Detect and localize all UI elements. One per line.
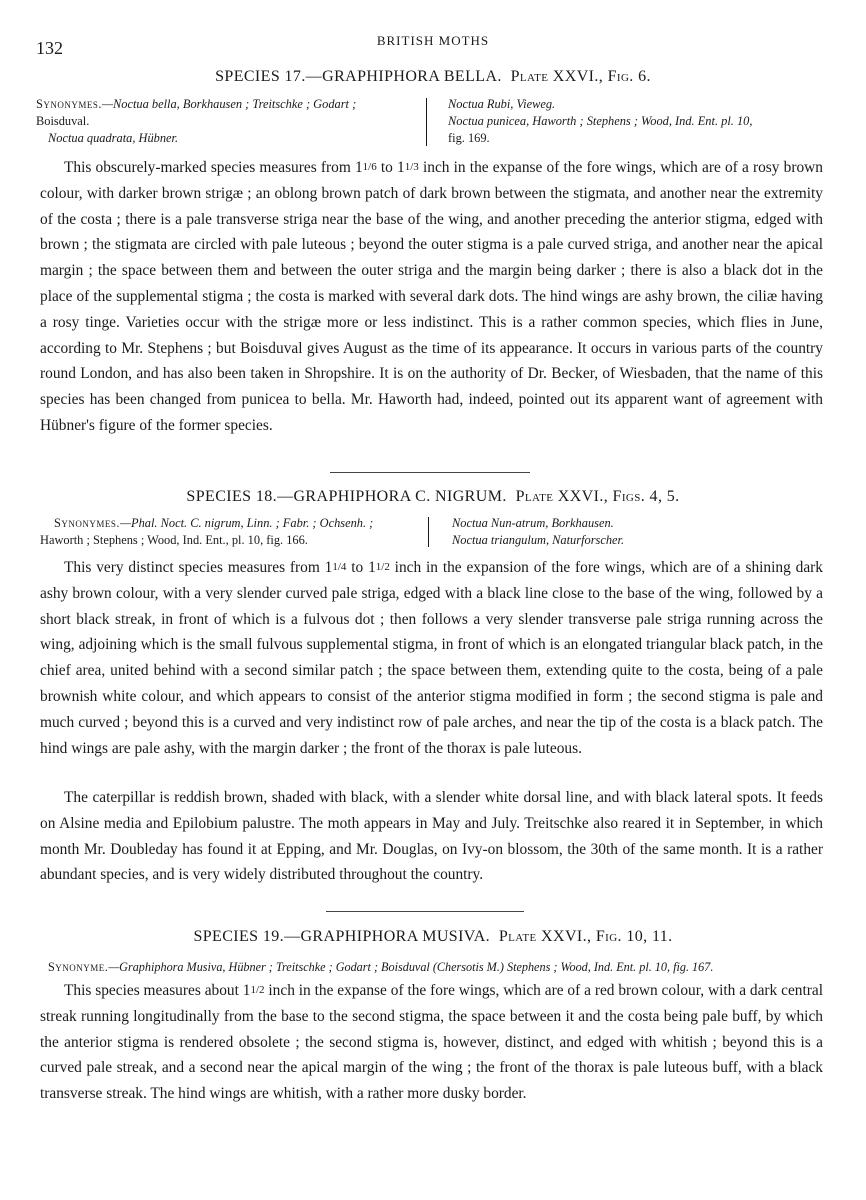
fraction: 1/6 [362, 161, 377, 173]
synonymes-label: Synonymes. [54, 516, 120, 530]
synonym-column-divider [428, 517, 429, 547]
species-18-description: This very distinct species measures from 11/4 to 11/2 inch in the expansion of the fore wings, which are of a shining dark ashy brown colour, with a very slender curved pale striga, edged with a black line close to the base of the wing, followed by a short black streak, in front of which is a fulvous dot ; then follows a very slender transverse pale striga running across the wing, adjoining which is the small fulvous supplemental stigma, in front of which is an elongated triangular black patch, in the chief area, united behind with a second similar patch ; the space between them, extending quite to the costa, being of a pale brownish white colour, and which appears to consist of the anterior stigma modified in form ; the second stigma is pale and much curved ; beyond this is a curved and very indistinct row of pale arches, and near the tip of the costa is a black patch. The hind wings are pale ashy, with the margin darker ; the front of the thorax is pale luteous. [40, 559, 823, 757]
species-17-plate-ref: Plate XXVI., Fig. 6. [510, 68, 651, 85]
synonym-entry: Noctua Rubi, Vieweg. [448, 97, 556, 111]
fraction: 1/4 [332, 561, 347, 573]
species-19-synonyms [48, 960, 713, 975]
species-17-title: SPECIES 17.—GRAPHIPHORA BELLA. [215, 68, 502, 85]
species-17-synonyms-left [36, 96, 356, 147]
species-19-description: This species measures about 11/2 inch in the expanse of the fore wings, which are of a red brown colour, with a dark central streak running longitudinally from the base to the second stigma, the space between it and the costa being pale buff, by which the anterior stigma is rendered obsolete ; the second stigma is, however, distinct, and edged with whitish ; beyond this is a curved pale streak, and a second near the apical margin of the wing ; the front of the thorax is pale luteous buff, with a black transverse streak. The hind wings are whitish, with a rather more dusky border. [40, 982, 823, 1103]
synonym-entry: —Phal. Noct. C. nigrum, Linn. ; Fabr. ; Ochsenh. ; [120, 516, 374, 530]
synonym-entry: Noctua triangulum, Naturforscher. [452, 533, 625, 547]
species-17-synonyms [36, 96, 836, 152]
synonym-entry: —Graphiphora Musiva, Hübner ; Treitschke ; Godart ; Boisduval (Chersotis M.) Stephens ; Wood, Ind. Ent. pl. 10, fig. 167. [108, 960, 714, 974]
synonym-entry: —Noctua bella, Borkhausen ; Treitschke ; Godart ; [102, 97, 357, 111]
species-17-description: This obscurely-marked species measures from 11/6 to 11/3 inch in the expanse of the fore wings, which are of a rosy brown colour, with darker brown strigæ ; an oblong brown patch of dark brown between the stigmata, and another near the extremity of the costa ; there is a pale transverse striga near the base of the wing, and another preceding the anterior stigma, edged with brown ; the stigmata are circled with pale luteous ; beyond the outer stigma is a pale curved striga, and another near the apical margin ; the space between them and between the outer striga and the margin being darker ; there is also a black dot in the place of the supplemental stigma ; the costa is marked with several dark dots. The hind wings are ashy brown, the ciliæ having a rosy tinge. Varieties occur with the strigæ more or less indistinct. This is a rather common species, which flies in June, according to Mr. Stephens ; but Boisduval gives August as the time of its appearance. It occurs in various parts of the country round London, and has also been taken in Shropshire. It is on the authority of Dr. Becker, of Wiesbaden, that the name of this species has been changed from punicea to bella. Mr. Haworth had, indeed, pointed out its apparent want of agreement with Hübner's figure of the former species. [40, 159, 823, 434]
species-18-caterpillar-description: The caterpillar is reddish brown, shaded with black, with a slender white dorsal line, and with black lateral spots. It feeds on Alsine media and Epilobium palustre. The moth appears in May and July. Treitschke also reared it in September, in which month Mr. Doubleday has found it at Epping, and Mr. Douglas, on Ivy-on blossom, the 30th of the same month. It is a rather abundant species, and is very widely distributed throughout the country. [40, 789, 823, 884]
page-number: 132 [36, 38, 63, 58]
synonym-entry: Noctua quadrata, Hübner. [48, 131, 179, 145]
running-head: BRITISH MOTHS [376, 33, 490, 48]
species-18-plate-ref: Plate XXVI., Figs. 4, 5. [515, 488, 680, 505]
species-18-heading-line [0, 488, 866, 506]
species-19-title: SPECIES 19.—GRAPHIPHORA MUSIVA. [193, 928, 491, 945]
species-18-synonyms-left [40, 515, 373, 549]
synonyme-label: Synonyme. [48, 960, 109, 974]
fraction: 1/2 [250, 984, 265, 996]
synonym-entry: fig. 169. [448, 131, 490, 145]
synonymes-label: Synonymes. [36, 97, 102, 111]
species-19-heading-line [0, 928, 866, 946]
section-divider-rule [330, 472, 530, 473]
synonym-entry: Noctua Nun-atrum, Borkhausen. [452, 516, 614, 530]
synonym-entry: Noctua punicea, Haworth ; Stephens ; Wood, Ind. Ent. pl. 10, [448, 114, 753, 128]
synonym-entry: Boisduval. [36, 114, 90, 128]
species-17-heading-line [0, 68, 866, 86]
species-18-synonyms [36, 515, 836, 551]
species-18-title: SPECIES 18.—GRAPHIPHORA C. NIGRUM. [186, 488, 507, 505]
species-18-synonyms-right [452, 515, 624, 549]
fraction: 1/2 [375, 561, 390, 573]
synonym-entry: Haworth ; Stephens ; Wood, Ind. Ent., pl. 10, fig. 166. [40, 533, 308, 547]
synonym-column-divider [426, 98, 427, 146]
fraction: 1/3 [404, 161, 419, 173]
species-19-plate-ref: Plate XXVI., Fig. 10, 11. [498, 928, 673, 945]
species-17-synonyms-right [448, 96, 752, 147]
section-divider-rule [326, 911, 524, 912]
